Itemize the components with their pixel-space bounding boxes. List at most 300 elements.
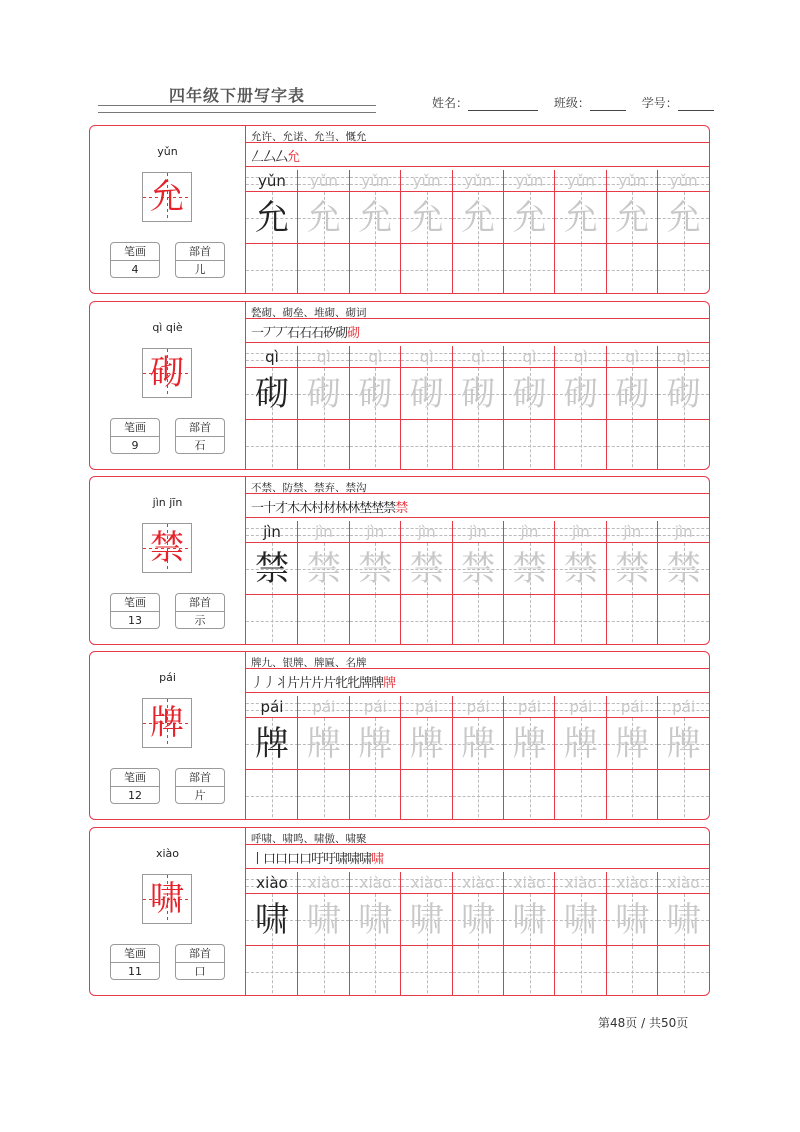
blank-practice-zone[interactable] (658, 419, 709, 470)
cell-pinyin: xiào (565, 874, 597, 892)
cell-pinyin: qì (317, 348, 331, 366)
cell-pinyin: jìn (623, 523, 642, 541)
blank-practice-zone[interactable] (350, 945, 401, 996)
practice-cell[interactable] (452, 346, 504, 470)
blank-practice-zone[interactable] (401, 594, 452, 645)
pinyin-zone (298, 521, 349, 542)
id-field[interactable] (642, 94, 714, 111)
char-zone (350, 191, 401, 244)
class-blank[interactable] (590, 98, 626, 111)
cell-pinyin: xiào (308, 874, 340, 892)
blank-practice-zone[interactable] (555, 419, 606, 470)
stroke-step: 埜 (371, 501, 384, 516)
pinyin-zone (453, 696, 504, 717)
blank-practice-zone[interactable] (504, 769, 555, 820)
char-zone (246, 717, 298, 770)
stroke-step: 吁 (311, 852, 324, 867)
radical-value: 儿 (194, 263, 206, 276)
practice-cell[interactable] (400, 170, 452, 294)
cell-pinyin: yǔn (412, 172, 441, 190)
practice-cell[interactable] (349, 521, 401, 645)
cell-pinyin: qì (625, 348, 640, 366)
blank-practice-zone[interactable] (453, 945, 504, 996)
practice-cell[interactable] (606, 170, 658, 294)
stroke-step: 厶 (263, 150, 276, 165)
blank-practice-zone[interactable] (555, 594, 606, 645)
pinyin-zone (453, 521, 504, 542)
char-zone (658, 542, 709, 595)
char-zone (504, 542, 555, 595)
blank-practice-zone[interactable] (298, 769, 349, 820)
radical-box (175, 418, 225, 454)
stroke-count-value: 4 (131, 263, 139, 276)
blank-practice-zone[interactable] (298, 945, 349, 996)
practice-cell[interactable] (657, 872, 709, 996)
cell-char: 牌 (358, 724, 393, 764)
char-zone (607, 191, 658, 244)
pinyin-zone (555, 170, 606, 191)
stroke-step: 𠃋 (251, 150, 264, 165)
cell-char: 啸 (666, 900, 701, 940)
stroke-count-label: 笔画 (111, 243, 159, 261)
pinyin-zone (401, 872, 452, 893)
name-label: 姓名： (432, 96, 469, 110)
pinyin-zone (298, 346, 349, 367)
stroke-step: 石 (299, 326, 312, 341)
practice-cell[interactable] (297, 872, 349, 996)
char-zone (246, 367, 298, 420)
cell-pinyin: jìn (674, 523, 693, 541)
char-zone (607, 542, 658, 595)
blank-practice-zone[interactable] (246, 769, 298, 820)
practice-cell[interactable] (400, 521, 452, 645)
char-display: 允 (150, 177, 184, 217)
stroke-step: 一 (251, 501, 264, 516)
blank-practice-zone[interactable] (401, 945, 452, 996)
stroke-count-value: 11 (128, 965, 142, 978)
divider (246, 493, 709, 494)
radical-label: 部首 (176, 243, 224, 261)
cell-pinyin: jìn (263, 523, 281, 541)
cell-pinyin: pái (260, 698, 284, 716)
class-label: 班级： (553, 96, 590, 110)
practice-cell[interactable] (246, 346, 298, 470)
cell-pinyin: jìn (314, 523, 333, 541)
stroke-count-box (110, 768, 160, 804)
cell-char: 禁 (306, 549, 341, 589)
cell-pinyin: yǔn (669, 172, 698, 190)
cell-pinyin: xiào (410, 874, 443, 892)
cell-char: 啸 (306, 900, 341, 940)
practice-cell[interactable] (606, 872, 658, 996)
pinyin-zone (658, 346, 709, 367)
blank-practice-zone[interactable] (453, 769, 504, 820)
char-zone (401, 191, 452, 244)
cell-char: 允 (615, 198, 650, 238)
cell-pinyin: xiào (616, 874, 648, 892)
blank-practice-zone[interactable] (453, 419, 504, 470)
example-words: 甃砌、砌垒、堆砌、砌词 (251, 307, 367, 319)
cell-char: 啸 (358, 900, 393, 940)
cell-pinyin: xiào (256, 874, 288, 892)
practice-cell[interactable] (554, 346, 606, 470)
stroke-order (251, 672, 395, 691)
stroke-step: 啸 (335, 852, 348, 867)
char-display-box (142, 874, 192, 924)
practice-cell[interactable] (297, 696, 349, 820)
practice-cell[interactable] (452, 872, 504, 996)
divider (246, 692, 709, 693)
cell-char: 禁 (512, 549, 547, 589)
cell-char: 牌 (563, 724, 598, 764)
cell-char: 牌 (615, 724, 650, 764)
practice-cell[interactable] (400, 346, 452, 470)
pinyin-zone (555, 346, 606, 367)
blank-practice-zone[interactable] (246, 243, 298, 294)
writing-grid (246, 170, 709, 294)
practice-cell[interactable] (349, 346, 401, 470)
blank-practice-zone[interactable] (504, 594, 555, 645)
practice-cell[interactable] (554, 872, 606, 996)
cell-char: 啸 (409, 900, 444, 940)
char-zone (350, 542, 401, 595)
pinyin-zone (350, 696, 401, 717)
practice-cell[interactable] (554, 170, 606, 294)
pinyin-zone (401, 696, 452, 717)
cell-char: 砌 (666, 374, 701, 414)
blank-practice-zone[interactable] (350, 594, 401, 645)
pinyin-zone (298, 696, 349, 717)
pinyin-zone (246, 170, 298, 191)
cell-char: 啸 (255, 900, 289, 940)
radical-box (175, 242, 225, 278)
example-words: 呼啸、啸鸣、啸傲、啸聚 (251, 833, 367, 845)
example-words: 牌九、银牌、牌匾、名牌 (251, 657, 367, 669)
stroke-order (251, 146, 299, 165)
practice-cell[interactable] (349, 696, 401, 820)
class-field[interactable] (554, 94, 626, 111)
stroke-order (251, 322, 359, 341)
cell-char: 砌 (512, 374, 547, 414)
blank-practice-zone[interactable] (607, 945, 658, 996)
stroke-step: 口 (275, 852, 288, 867)
blank-practice-zone[interactable] (607, 243, 658, 294)
char-zone (298, 367, 349, 420)
practice-cell[interactable] (297, 170, 349, 294)
char-zone (607, 367, 658, 420)
pinyin-zone (658, 521, 709, 542)
cell-char: 禁 (615, 549, 650, 589)
example-words: 允许、允诺、允当、慨允 (251, 131, 367, 143)
blank-practice-zone[interactable] (555, 945, 606, 996)
stroke-step: 厶 (275, 150, 288, 165)
practice-cell[interactable] (657, 521, 709, 645)
cell-pinyin: yǔn (566, 172, 595, 190)
stroke-count-value: 12 (128, 789, 142, 802)
pinyin-zone (504, 872, 555, 893)
char-display: 啸 (150, 879, 184, 919)
pinyin-zone (298, 872, 349, 893)
char-zone (453, 191, 504, 244)
stroke-step: 口 (263, 852, 276, 867)
char-zone (401, 717, 452, 770)
pinyin-zone (504, 521, 555, 542)
blank-practice-zone[interactable] (401, 419, 452, 470)
name-blank[interactable] (468, 98, 538, 111)
pinyin-zone (504, 696, 555, 717)
blank-practice-zone[interactable] (246, 419, 298, 470)
blank-practice-zone[interactable] (350, 243, 401, 294)
blank-practice-zone[interactable] (298, 594, 349, 645)
char-info-panel (90, 828, 246, 995)
character-card (89, 827, 710, 996)
practice-cell[interactable] (246, 521, 298, 645)
stroke-step: 丆 (263, 326, 276, 341)
pinyin-zone (453, 346, 504, 367)
char-zone (453, 717, 504, 770)
cell-char: 砌 (461, 374, 496, 414)
writing-grid (246, 346, 709, 470)
practice-cell[interactable] (349, 872, 401, 996)
practice-cell[interactable] (297, 521, 349, 645)
cell-char: 禁 (461, 549, 496, 589)
practice-cell[interactable] (657, 170, 709, 294)
blank-practice-zone[interactable] (504, 945, 555, 996)
practice-cell[interactable] (503, 696, 555, 820)
blank-practice-zone[interactable] (298, 419, 349, 470)
char-zone (350, 367, 401, 420)
practice-cell[interactable] (452, 696, 504, 820)
radical-box (175, 593, 225, 629)
stroke-count-box (110, 944, 160, 980)
blank-practice-zone[interactable] (555, 243, 606, 294)
practice-cell[interactable] (657, 696, 709, 820)
pinyin-zone (350, 521, 401, 542)
char-display: 牌 (150, 703, 184, 743)
char-zone (246, 893, 298, 946)
blank-practice-zone[interactable] (504, 419, 555, 470)
blank-practice-zone[interactable] (658, 945, 709, 996)
cell-pinyin: qì (368, 348, 383, 366)
char-zone (453, 367, 504, 420)
practice-cell[interactable] (349, 170, 401, 294)
cell-pinyin: yǔn (258, 172, 286, 190)
id-blank[interactable] (678, 98, 714, 111)
char-zone (246, 542, 298, 595)
pinyin-zone (401, 346, 452, 367)
practice-cell[interactable] (452, 521, 504, 645)
cell-char: 砌 (409, 374, 444, 414)
practice-cell[interactable] (503, 872, 555, 996)
stroke-step: 砌 (335, 326, 348, 341)
cell-pinyin: yǔn (618, 172, 647, 190)
practice-cell[interactable] (657, 346, 709, 470)
practice-cell[interactable] (606, 521, 658, 645)
cell-pinyin: yǔn (309, 172, 338, 190)
char-zone (607, 893, 658, 946)
practice-cell[interactable] (452, 170, 504, 294)
cell-char: 啸 (461, 900, 496, 940)
char-zone (350, 717, 401, 770)
blank-practice-zone[interactable] (453, 594, 504, 645)
practice-panel (246, 828, 709, 995)
char-zone (658, 191, 709, 244)
blank-practice-zone[interactable] (504, 243, 555, 294)
cell-char: 允 (666, 198, 701, 238)
char-zone (658, 717, 709, 770)
stroke-step: 牝 (347, 676, 360, 691)
cell-char: 砌 (358, 374, 393, 414)
char-zone (504, 191, 555, 244)
pinyin-zone (607, 696, 658, 717)
writing-grid (246, 696, 709, 820)
blank-practice-zone[interactable] (350, 769, 401, 820)
practice-cell[interactable] (606, 346, 658, 470)
pinyin-zone (607, 346, 658, 367)
blank-practice-zone[interactable] (607, 419, 658, 470)
practice-cell[interactable] (246, 170, 298, 294)
blank-practice-zone[interactable] (350, 419, 401, 470)
char-info-panel (90, 302, 246, 469)
practice-cell[interactable] (554, 521, 606, 645)
divider (246, 844, 709, 845)
stroke-count-value: 13 (128, 614, 142, 627)
cell-pinyin: pái (312, 698, 336, 716)
stroke-step: 十 (263, 501, 276, 516)
char-info-panel (90, 126, 246, 293)
stroke-step: 丨 (251, 852, 264, 867)
cell-char: 禁 (563, 549, 598, 589)
practice-cell[interactable] (503, 170, 555, 294)
page-header (0, 0, 800, 120)
pinyin-zone (504, 346, 555, 367)
practice-cell[interactable] (503, 521, 555, 645)
stroke-step: 石 (311, 326, 324, 341)
cell-pinyin: qì (265, 348, 279, 366)
cell-pinyin: jìn (571, 523, 590, 541)
char-zone (658, 893, 709, 946)
cell-pinyin: jìn (366, 523, 385, 541)
practice-cell[interactable] (246, 872, 298, 996)
char-zone (298, 893, 349, 946)
stroke-step: 片 (299, 676, 312, 691)
blank-practice-zone[interactable] (607, 769, 658, 820)
practice-cell[interactable] (503, 346, 555, 470)
stroke-step: 丆 (275, 326, 288, 341)
practice-cell[interactable] (400, 872, 452, 996)
char-zone (555, 717, 606, 770)
cell-pinyin: pái (569, 698, 593, 716)
pinyin-zone (607, 872, 658, 893)
blank-practice-zone[interactable] (607, 594, 658, 645)
practice-cell[interactable] (246, 696, 298, 820)
stroke-step: 牝 (335, 676, 348, 691)
id-label: 学号： (641, 96, 678, 110)
stroke-step: 砌 (347, 326, 360, 341)
blank-practice-zone[interactable] (246, 945, 298, 996)
stroke-step: 啸 (347, 852, 360, 867)
char-zone (555, 893, 606, 946)
blank-practice-zone[interactable] (658, 594, 709, 645)
radical-label: 部首 (176, 594, 224, 612)
radical-label: 部首 (176, 945, 224, 963)
cell-pinyin: pái (363, 698, 387, 716)
practice-cell[interactable] (297, 346, 349, 470)
pinyin-zone (658, 696, 709, 717)
pinyin-zone (453, 170, 504, 191)
blank-practice-zone[interactable] (658, 243, 709, 294)
pinyin-zone (453, 872, 504, 893)
cell-char: 禁 (409, 549, 444, 589)
cell-char: 啸 (512, 900, 547, 940)
char-zone (504, 717, 555, 770)
writing-grid (246, 872, 709, 996)
cell-char: 牌 (461, 724, 496, 764)
pinyin-zone (555, 872, 606, 893)
divider (246, 668, 709, 669)
char-pinyin: yǔn (157, 145, 178, 158)
stroke-step: 允 (287, 150, 300, 165)
pinyin-zone (658, 872, 709, 893)
stroke-step: 埜 (359, 501, 372, 516)
cell-pinyin: jìn (417, 523, 436, 541)
char-display-box (142, 172, 192, 222)
char-zone (453, 893, 504, 946)
blank-practice-zone[interactable] (555, 769, 606, 820)
practice-cell[interactable] (554, 696, 606, 820)
blank-practice-zone[interactable] (658, 769, 709, 820)
pinyin-zone (246, 521, 298, 542)
cell-char: 砌 (563, 374, 598, 414)
stroke-step: 口 (287, 852, 300, 867)
pinyin-zone (246, 872, 298, 893)
pinyin-zone (246, 696, 298, 717)
cell-char: 允 (358, 198, 393, 238)
stroke-step: 林 (347, 501, 360, 516)
character-card (89, 125, 710, 294)
stroke-step: 木 (299, 501, 312, 516)
cell-char: 砌 (255, 374, 289, 414)
blank-practice-zone[interactable] (246, 594, 298, 645)
pinyin-zone (350, 346, 401, 367)
char-zone (504, 367, 555, 420)
character-card (89, 651, 710, 820)
cell-pinyin: yǔn (515, 172, 544, 190)
pinyin-zone (401, 521, 452, 542)
char-zone (298, 191, 349, 244)
cell-char: 牌 (512, 724, 547, 764)
stroke-count-box (110, 418, 160, 454)
pinyin-zone (607, 170, 658, 191)
cell-char: 牌 (255, 724, 289, 764)
name-field[interactable] (432, 94, 538, 111)
example-words: 不禁、防禁、禁弃、禁沟 (251, 482, 367, 494)
blank-practice-zone[interactable] (453, 243, 504, 294)
cell-pinyin: yǔn (464, 172, 493, 190)
stroke-step: 啸 (359, 852, 372, 867)
pinyin-zone (658, 170, 709, 191)
pinyin-zone (504, 170, 555, 191)
practice-cell[interactable] (606, 696, 658, 820)
cell-pinyin: pái (415, 698, 439, 716)
practice-cell[interactable] (400, 696, 452, 820)
pinyin-zone (555, 521, 606, 542)
stroke-step: 禁 (395, 501, 408, 516)
pinyin-zone (350, 872, 401, 893)
blank-practice-zone[interactable] (298, 243, 349, 294)
blank-practice-zone[interactable] (401, 243, 452, 294)
blank-practice-zone[interactable] (401, 769, 452, 820)
